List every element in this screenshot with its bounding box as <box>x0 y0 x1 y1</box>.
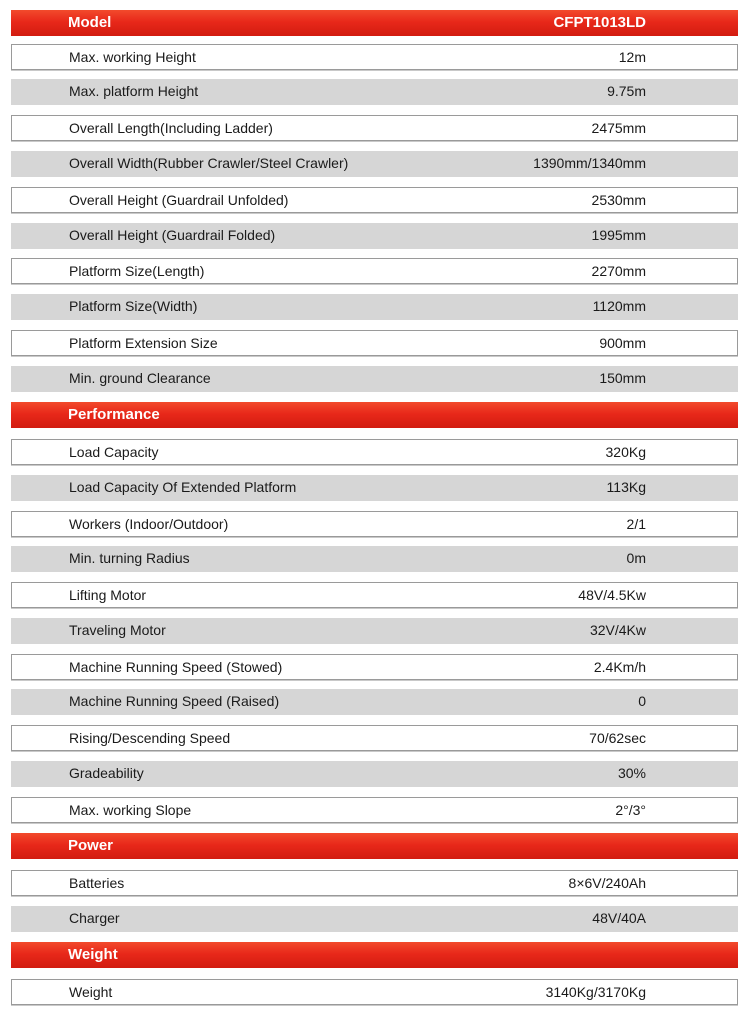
spec-value: 8×6V/240Ah <box>568 875 646 891</box>
spec-label: Rising/Descending Speed <box>69 730 231 746</box>
spec-value: 2475mm <box>591 120 646 136</box>
spec-value: 0m <box>626 550 646 566</box>
spec-value: 9.75m <box>607 83 646 99</box>
spec-label: Platform Size(Length) <box>69 263 205 279</box>
spec-value: 1120mm <box>592 298 646 314</box>
spec-row <box>11 79 738 105</box>
model-header-bar <box>11 10 738 36</box>
spec-value: 1995mm <box>591 227 646 243</box>
spec-label: Machine Running Speed (Raised) <box>69 693 280 709</box>
section-header-1 <box>11 402 738 428</box>
spec-row <box>11 654 738 680</box>
spec-row <box>11 330 738 356</box>
model-header-value: CFPT1013LD <box>553 14 646 31</box>
spec-row <box>11 511 738 537</box>
spec-value: 1390mm/1340mm <box>533 155 646 171</box>
spec-label: Lifting Motor <box>69 587 147 603</box>
spec-row <box>11 689 738 715</box>
spec-row <box>11 187 738 213</box>
spec-label: Load Capacity <box>69 444 159 460</box>
spec-row <box>11 475 738 501</box>
spec-value: 2270mm <box>591 263 646 279</box>
spec-row <box>11 761 738 787</box>
section-title: Power <box>68 837 114 854</box>
model-header-label: Model <box>68 14 112 31</box>
spec-value: 3140Kg/3170Kg <box>545 984 646 1000</box>
spec-label: Max. working Slope <box>69 802 192 818</box>
spec-label: Traveling Motor <box>69 622 166 638</box>
spec-label: Overall Height (Guardrail Unfolded) <box>69 192 289 208</box>
section-header-3 <box>11 942 738 968</box>
spec-row <box>11 151 738 177</box>
spec-row <box>11 223 738 249</box>
spec-row <box>11 582 738 608</box>
spec-label: Max. platform Height <box>69 83 199 99</box>
spec-row <box>11 439 738 465</box>
spec-value: 113Kg <box>606 479 646 495</box>
spec-value: 150mm <box>599 370 646 386</box>
spec-row <box>11 294 738 320</box>
spec-value: 320Kg <box>605 444 646 460</box>
spec-label: Workers (Indoor/Outdoor) <box>69 516 229 532</box>
spec-value: 30% <box>617 765 646 781</box>
spec-row <box>11 797 738 823</box>
spec-value: 2/1 <box>626 516 646 532</box>
spec-row <box>11 44 738 70</box>
spec-row <box>11 618 738 644</box>
spec-row <box>11 979 738 1005</box>
spec-value: 2530mm <box>591 192 646 208</box>
section-title: Performance <box>68 406 160 423</box>
spec-label: Platform Extension Size <box>69 335 218 351</box>
spec-label: Overall Height (Guardrail Folded) <box>69 227 276 243</box>
section-header-2 <box>11 833 738 859</box>
spec-value: 900mm <box>599 335 646 351</box>
spec-row <box>11 258 738 284</box>
spec-row <box>11 725 738 751</box>
spec-value: 70/62sec <box>589 730 646 746</box>
spec-label: Min. ground Clearance <box>69 370 211 386</box>
spec-value: 48V/40A <box>592 910 646 926</box>
spec-label: Min. turning Radius <box>69 550 190 566</box>
spec-value: 48V/4.5Kw <box>578 587 646 603</box>
spec-row <box>11 546 738 572</box>
spec-value: 2°/3° <box>615 802 646 818</box>
spec-row <box>11 870 738 896</box>
spec-value: 32V/4Kw <box>589 622 646 638</box>
spec-row <box>11 366 738 392</box>
spec-label: Charger <box>69 910 120 926</box>
spec-value: 0 <box>638 693 646 709</box>
spec-label: Platform Size(Width) <box>69 298 198 314</box>
spec-label: Load Capacity Of Extended Platform <box>69 479 297 495</box>
spec-label: Overall Width(Rubber Crawler/Steel Crawler) <box>69 155 349 171</box>
spec-value: 12m <box>618 49 646 65</box>
spec-value: 2.4Km/h <box>593 659 646 675</box>
spec-row <box>11 906 738 932</box>
section-title: Weight <box>68 946 118 963</box>
spec-label: Batteries <box>69 875 125 891</box>
spec-row <box>11 115 738 141</box>
spec-label: Gradeability <box>69 765 144 781</box>
spec-label: Weight <box>69 984 113 1000</box>
spec-label: Machine Running Speed (Stowed) <box>69 659 283 675</box>
spec-label: Overall Length(Including Ladder) <box>69 120 273 136</box>
spec-label: Max. working Height <box>69 49 196 65</box>
